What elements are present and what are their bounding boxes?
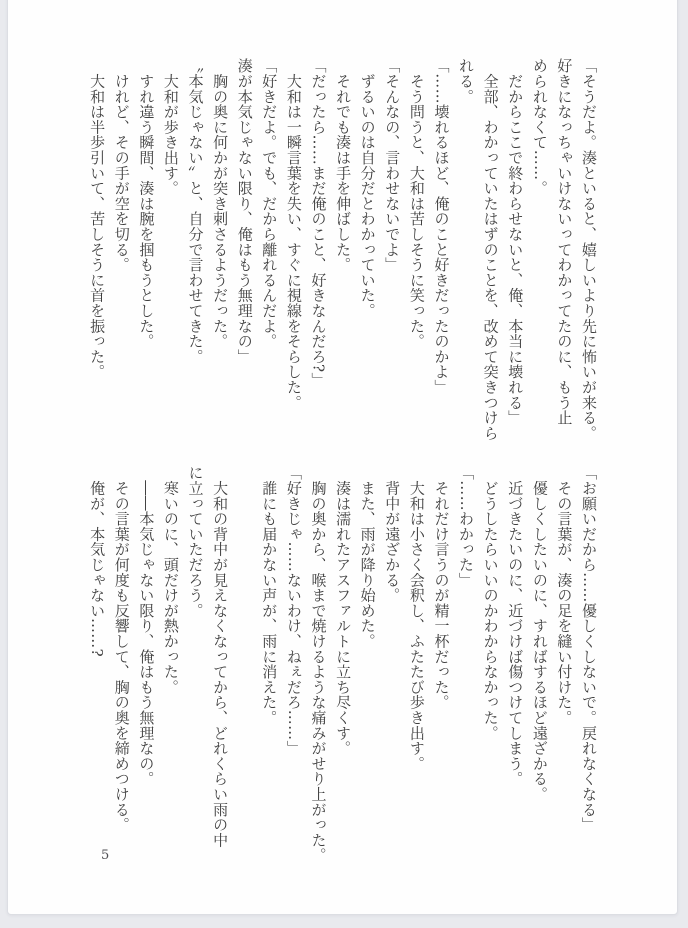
text-line: 大和が歩き出す。: [161, 58, 180, 196]
page-number: 5: [101, 848, 110, 863]
text-line: 「好きだよ。でも、だから離れるんだよ。: [260, 58, 279, 349]
text-line: それだけ言うのが精一杯だった。: [432, 465, 451, 710]
text-line: 全部、わかっていたはずのことを、改めて突きつけら: [481, 58, 500, 441]
text-line: 大和の背中が見えなくなってから、どれくらい雨の中: [211, 465, 230, 848]
text-line: 「だったら……まだ俺のこと、好きなんだろ?」: [309, 58, 328, 388]
text-line: 胸の奥に何かが突き刺さるようだった。: [211, 58, 230, 349]
text-line: [232, 465, 257, 871]
text-line: すれ違う瞬間、湊は腕を掴もうとした。: [137, 58, 156, 349]
text-line: その言葉が、湊の足を縫い付けた。: [555, 465, 574, 726]
text-line: 好きになっちゃいけないってわかってたのに、もう止: [555, 58, 574, 426]
text-line: 〝本気じゃない〟と、自分で言わせてきた。: [186, 58, 205, 364]
text-line: 背中が遠ざかる。: [383, 465, 402, 603]
text-line: 大和は半歩引いて、苦しそうに首を振った。: [88, 58, 107, 380]
text-line: 寒いのに、頭だけが熱かった。: [161, 465, 180, 695]
text-block-lower: [85, 465, 601, 871]
text-line: 「そうだよ。湊といると、嬉しいより先に怖いが来る。: [580, 58, 598, 441]
text-line: 胸の奥から、喉まで焼けるような痛みがせり上がった。: [309, 465, 328, 863]
text-line: 「そんなの、言わせないでよ」: [383, 58, 402, 273]
text-line: 優しくしたいのに、すればするほど遠ざかる。: [530, 465, 549, 802]
text-line: 誰にも届かない声が、雨に消えた。: [260, 465, 279, 726]
text-line: 「好きじゃ……ないわけ、ねぇだろ……」: [284, 465, 303, 756]
text-line: それでも湊は手を伸ばした。: [334, 58, 353, 273]
text-line: その言葉が何度も反響して、胸の奥を締めつける。: [112, 465, 131, 833]
text-line: だからここで終わらせないと、俺、本当に壊れる」: [506, 58, 525, 426]
text-line: 「……わかった」: [457, 465, 476, 588]
text-line: そう問うと、大和は苦しそうに笑った。: [407, 58, 426, 349]
text-line: 大和は一瞬言葉を失い、すぐに視線をそらした。: [284, 58, 303, 410]
text-line: 近づきたいのに、近づけば傷つけてしまう。: [506, 465, 525, 787]
text-block-upper: [85, 58, 601, 464]
text-line: められなくて……。: [530, 58, 549, 196]
text-line: 湊は濡れたアスファルトに立ち尽くす。: [334, 465, 353, 756]
novel-page: [7, 0, 678, 915]
text-line: けれど、その手が空を切る。: [112, 58, 131, 273]
text-line: 「……壊れるほど、俺のこと好きだったのかよ」: [432, 58, 451, 395]
text-line: 俺が、本気じゃない……?: [88, 465, 107, 657]
text-line: また、雨が降り始めた。: [358, 465, 377, 649]
text-line: 大和は小さく会釈し、ふたたび歩き出す。: [407, 465, 426, 771]
text-line: 「お願いだから……優しくしないで。戻れなくなる」: [580, 465, 598, 833]
text-line: れる。: [457, 58, 476, 104]
text-line: ずるいのは自分だとわかっていた。: [358, 58, 377, 319]
text-line: ――本気じゃない限り、俺はもう無理なの。: [137, 465, 156, 787]
text-line: 湊が本気じゃない限り、俺はもう無理なの」: [235, 58, 254, 364]
text-line: どうしたらいいのかわからなかった。: [481, 465, 500, 741]
text-line: に立っていただろう。: [186, 465, 205, 618]
